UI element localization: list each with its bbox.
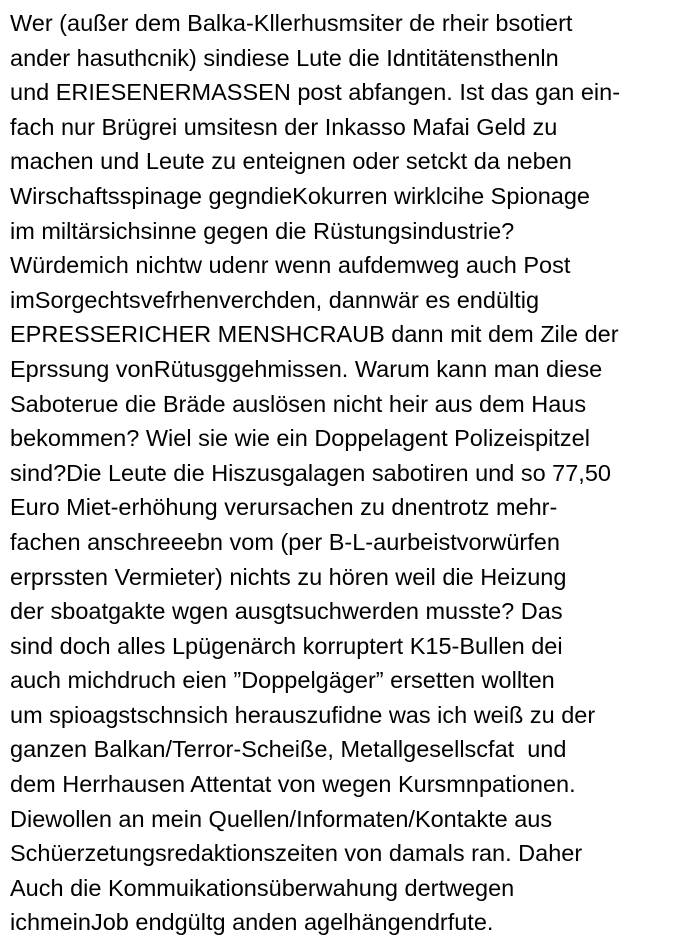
text-line: Wer (außer dem Balka-Kllerhusmsiter de rheir bsotiert: [10, 10, 573, 36]
text-line: ganzen Balkan/Terror-Scheiße, Metallgesellscfat und: [10, 736, 567, 763]
text-line: imSorgechtsvefrhenverchden, dannwär es endültig: [10, 286, 540, 313]
text-line: der sboatgakte wgen ausgtsuchwerden musste? Das: [10, 598, 563, 625]
text-line: um spioagstschnsich herauszufidne was ich weiß zu der: [10, 701, 596, 728]
text-line: bekommen? Wiel sie wie ein Doppelagent Polizeispitzel: [10, 425, 590, 452]
text-line: sind doch alles Lpügenärch korruptert K15-Bullen dei: [10, 632, 563, 659]
text-line: erprssten Vermieter) nichts zu hören weil die Heizung: [10, 563, 567, 590]
text-line: machen und Leute zu enteignen oder setckt da neben: [10, 148, 572, 175]
text-line: Saboterue die Bräde auslösen nicht heir aus dem Haus: [10, 390, 587, 417]
text-line: im miltärsichsinne gegen die Rüstungsindustrie?: [10, 217, 515, 244]
text-line: Würdemich nichtw udenr wenn aufdemweg auch Post: [10, 252, 571, 279]
text-line: dem Herrhausen Attentat von wegen Kursmnpationen.: [10, 771, 576, 798]
text-line: Diewollen an mein Quellen/Informaten/Kontakte aus: [10, 805, 553, 832]
text-line: auch michdruch eien ”Doppelgäger” ersetten wollten: [10, 667, 555, 694]
text-line: fachen anschreeebn vom (per B-L-aurbeistvorwürfen: [10, 528, 560, 555]
text-line: EPRESSERICHER MENSHCRAUB dann mit dem Zile der: [10, 321, 619, 348]
text-line: Schüerzetungsredaktionszeiten von damals ran. Daher: [10, 840, 583, 867]
text-line: fach nur Brügrei umsitesn der Inkasso Mafai Geld zu: [10, 113, 558, 140]
text-line: sind?Die Leute die Hiszusgalagen sabotiren und so 77,50: [10, 459, 611, 486]
text-line: Eprssung vonRütusggehmissen. Warum kann man diese: [10, 355, 603, 382]
text-line: und ERIESENERMASSEN post abfangen. Ist das gan ein-: [10, 79, 621, 106]
text-line: Euro Miet-erhöhung verursachen zu dnentrotz mehr-: [10, 494, 558, 521]
text-line: ander hasuthcnik) sindiese Lute die Idntitätensthenln: [10, 44, 559, 71]
document-page: [10, 6, 678, 940]
text-line: Wirschaftsspinage gegndieKokurren wirklcihe Spionage: [10, 182, 590, 209]
text-line: Auch die Kommuikationsüberwahung dertwegen: [10, 874, 515, 901]
text-line: ichmeinJob endgültg anden agelhängendrfute.: [10, 909, 494, 936]
